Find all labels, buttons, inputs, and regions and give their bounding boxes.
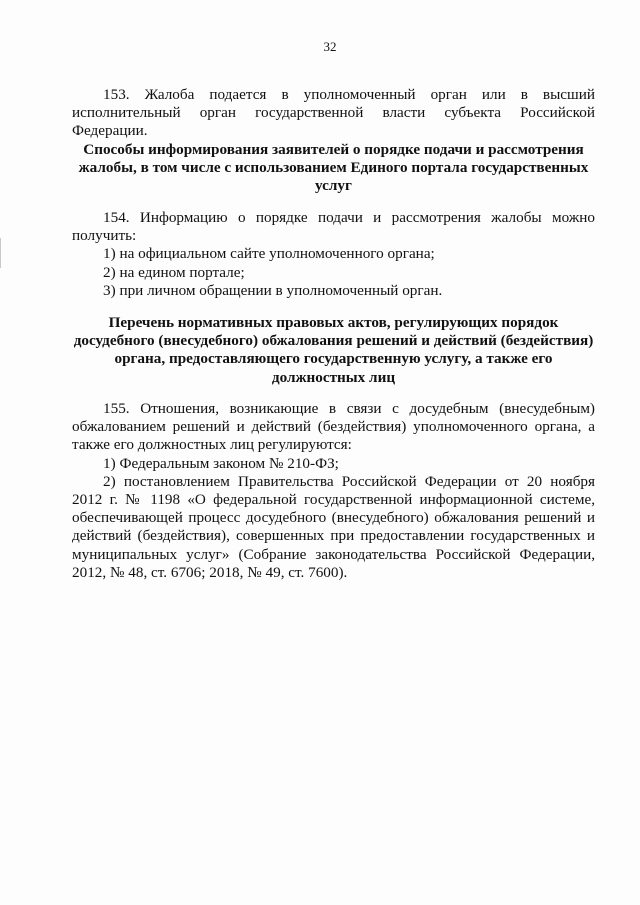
heading-informing: Способы информирования заявителей о порядке подачи и рассмотрения жалобы, в том числе с использованием Единого портала государственных услуг [78, 141, 589, 195]
list-item-154-2: 2) на едином портале; [103, 263, 245, 281]
list-item-154-3: 3) при личном обращении в уполномоченный орган. [103, 281, 443, 299]
list-item-155-1: 1) Федеральным законом № 210-ФЗ; [103, 454, 339, 472]
paragraph-153: 153. Жалоба подается в уполномоченный орган или в высший исполнительный орган государственной власти субъекта Российской Федерации. [72, 86, 595, 140]
scan-edge-mark [0, 238, 1, 268]
section-155 [72, 400, 595, 582]
section-153 [72, 86, 595, 141]
list-item-154-1: 1) на официальном сайте уполномоченного органа; [103, 245, 435, 263]
heading-legal-acts: Перечень нормативных правовых актов, регулирующих порядок досудебного (внесудебного) обжалования решений и действий (бездействия) органа, предоставляющего государственную услугу, а также его должностных лиц [73, 314, 594, 386]
paragraph-155: 155. Отношения, возникающие в связи с досудебным (внесудебным) обжалованием решений и действий (бездействия) уполномоченного органа, а также его должностных лиц регулируются: [72, 400, 595, 454]
paragraph-154: 154. Информацию о порядке подачи и рассмотрения жалобы можно получить: [72, 209, 595, 245]
list-item-155-2: 2) постановлением Правительства Российской Федерации от 20 ноября 2012 г. № 1198 «О федеральной государственной информационной системе, обеспечивающей процесс досудебного (внесудебного) обжалования решений и действий (бездействия), совершенных при предоставлении государственных и муниципальных услуг» (Собрание законодательства Российской Федерации, 2012, № 48, ст. 6706; 2018, № 49, ст. 7600). [72, 472, 595, 581]
section-heading-informing [72, 141, 595, 196]
section-154 [72, 209, 595, 300]
section-heading-legal-acts [72, 314, 595, 387]
page-number: 32 [323, 39, 337, 54]
